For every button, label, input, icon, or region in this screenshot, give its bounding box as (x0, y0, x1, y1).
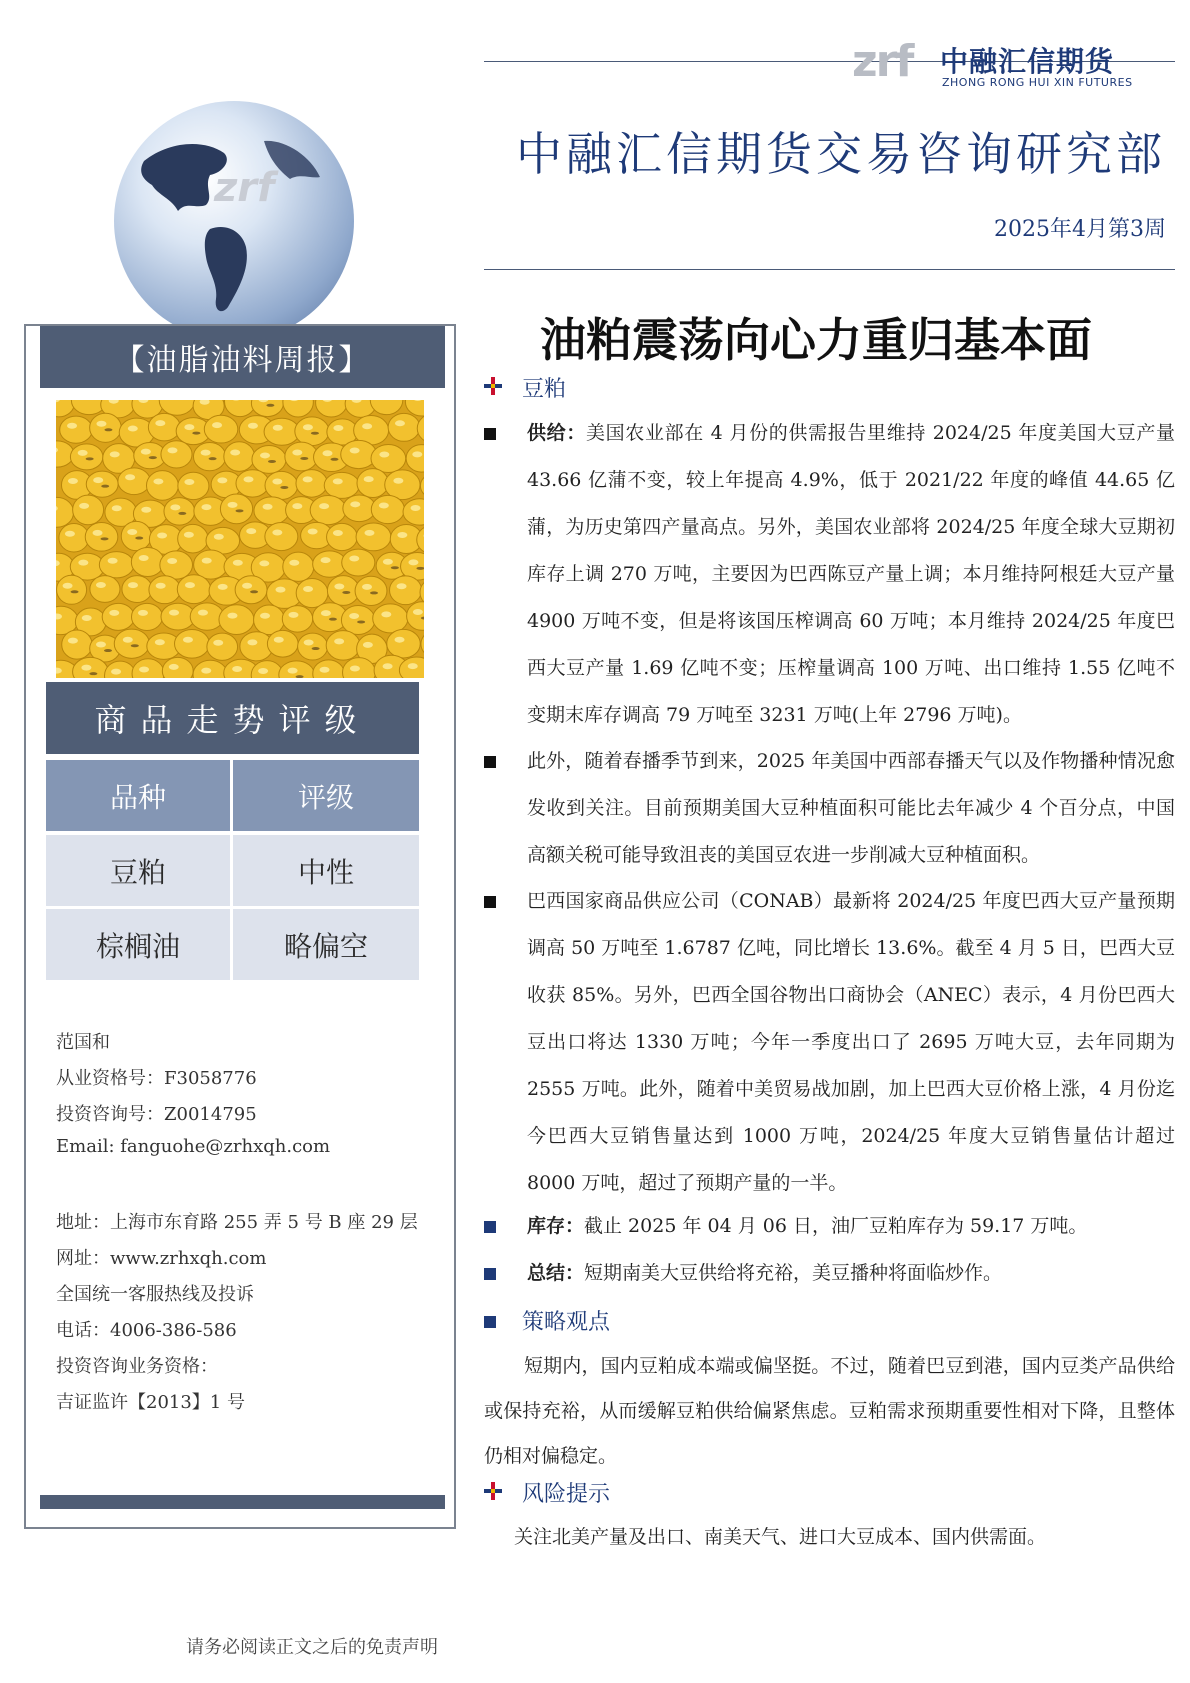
table-cell-variety: 棕榈油 (46, 909, 230, 980)
article-title: 油粕震荡向心力重归基本面 (540, 313, 1092, 367)
rating-title-banner: 商品走势评级 (46, 682, 419, 754)
report-week: 2025年4月第3周 (994, 217, 1166, 242)
globe-logo (114, 101, 354, 341)
table-cell-variety: 豆粕 (46, 835, 230, 906)
company-website[interactable]: 网址：www.zrhxqh.com (56, 1248, 267, 1269)
summary-label: 总结： (527, 1262, 585, 1284)
table-header-rating: 评级 (233, 760, 419, 831)
soybean-image (56, 400, 424, 678)
company-address: 地址：上海市东育路 255 弄 5 号 B 座 29 层 (56, 1212, 418, 1233)
stock-text: 截止 2025 年 04 月 06 日，油厂豆粕库存为 59.17 万吨。 (584, 1215, 1088, 1237)
supply-label: 供给： (527, 422, 586, 444)
logo-company-name-en: ZHONG RONG HUI XIN FUTURES (942, 76, 1133, 89)
strategy-paragraph: 短期内，国内豆粕成本端或偏坚挺。不过，随着巴豆到港，国内豆类产品供给或保持充裕，从而缓解豆粕供给偏紧焦虑。豆粕需求预期重要性相对下降，且整体仍相对偏稳定。 (484, 1355, 1175, 1467)
cross-bullet-icon (484, 1482, 502, 1500)
logo-company-name: 中融汇信期货 (940, 45, 1115, 78)
bullet-square-icon (484, 756, 496, 768)
bullet-square-icon (484, 1316, 496, 1328)
table-cell-rating: 中性 (233, 835, 419, 906)
disclaimer-footer: 请务必阅读正文之后的免责声明 (186, 1637, 438, 1658)
bullet-square-icon (484, 428, 496, 440)
analyst-name: 范国和 (56, 1032, 110, 1053)
report-type-banner: 【油脂油料周报】 (40, 326, 445, 388)
license-label: 投资咨询业务资格： (56, 1356, 218, 1377)
globe-continents-icon (114, 101, 354, 341)
hotline-label: 全国统一客服热线及投诉 (56, 1284, 254, 1305)
license-number: 吉证监许【2013】1 号 (56, 1392, 245, 1413)
supply-paragraph (527, 410, 1175, 739)
soybean-photo (56, 400, 424, 678)
risk-heading: 风险提示 (522, 1482, 611, 1507)
summary-paragraph (527, 1250, 1175, 1297)
cross-bullet-icon (484, 377, 502, 395)
table-header-variety: 品种 (46, 760, 230, 831)
bullet-square-icon (484, 896, 496, 908)
brazil-paragraph: 巴西国家商品供应公司（CONAB）最新将 2024/25 年度巴西大豆产量预期调高 50 万吨至 1.6787 亿吨，同比增长 13.6%。截至 4 月 5 日，巴西大豆收获 85%。另外，巴西全国谷物出口商协会（ANEC）表示，4 月份巴西大豆出口将达 1330 万吨；今年一季度出口了 2695 万吨大豆，去年同期为 2555 万吨。此外，随着中美贸易战加剧，加上巴西大豆价格上涨，4 月份迄今巴西大豆销售量达到 1000 万吨，2024/25 年度大豆销售量估计超过 8000 万吨，超过了预期产量的一半。 (527, 890, 1175, 1194)
risk-text: 关注北美产量及出口、南美天气、进口大豆成本、国内供需面。 (514, 1526, 1047, 1548)
consult-number: 投资咨询号：Z0014795 (56, 1104, 257, 1125)
department-title: 中融汇信期货交易咨询研究部 (516, 127, 1166, 181)
bullet-square-icon (484, 1221, 496, 1233)
panel-bottom-bar (40, 1495, 445, 1509)
planting-paragraph: 此外，随着春播季节到来，2025 年美国中西部春播天气以及作物播种情况愈发收到关注。目前预期美国大豆种植面积可能比去年减少 4 个百分点，中国高额关税可能导致沮丧的美国豆农进一步削减大豆种植面积。 (527, 750, 1175, 866)
bullet-square-icon (484, 1268, 496, 1280)
summary-text: 短期南美大豆供给将充裕，美豆播种将面临炒作。 (584, 1262, 1003, 1284)
supply-text: 美国农业部在 4 月份的供需报告里维持 2024/25 年度美国大豆产量 43.66 亿蒲不变，较上年提高 4.9%，低于 2021/22 年度的峰值 44.65 亿蒲，为历史第四产量高点。另外，美国农业部将 2024/25 年度全球大豆期初库存上调 270 万吨，主要因为巴西陈豆产量上调；本月维持阿根廷大豆产量 4900 万吨不变，但是将该国压榨调高 60 万吨；本月维持 2024/25 年度巴西大豆产量 1.69 亿吨不变；压榨量调高 100 万吨、出口维持 1.55 亿吨不变期末库存调高 79 万吨至 3231 万吨(上年 2796 万吨)。 (527, 422, 1175, 726)
analyst-email[interactable]: Email: fanguohe@zrhxqh.com (56, 1136, 331, 1157)
stock-paragraph (527, 1203, 1175, 1250)
company-logo (852, 28, 1133, 90)
header-week-rule (484, 269, 1175, 270)
qualification-number: 从业资格号：F3058776 (56, 1068, 257, 1089)
hotline-phone: 电话：4006-386-586 (56, 1320, 237, 1341)
table-cell-rating: 略偏空 (233, 909, 419, 980)
logo-letters: zrf (852, 36, 913, 87)
globe-logo-text: zrf (214, 165, 275, 211)
stock-label: 库存： (527, 1215, 585, 1237)
section-soymeal-heading: 豆粕 (522, 377, 567, 402)
strategy-heading: 策略观点 (522, 1310, 611, 1335)
